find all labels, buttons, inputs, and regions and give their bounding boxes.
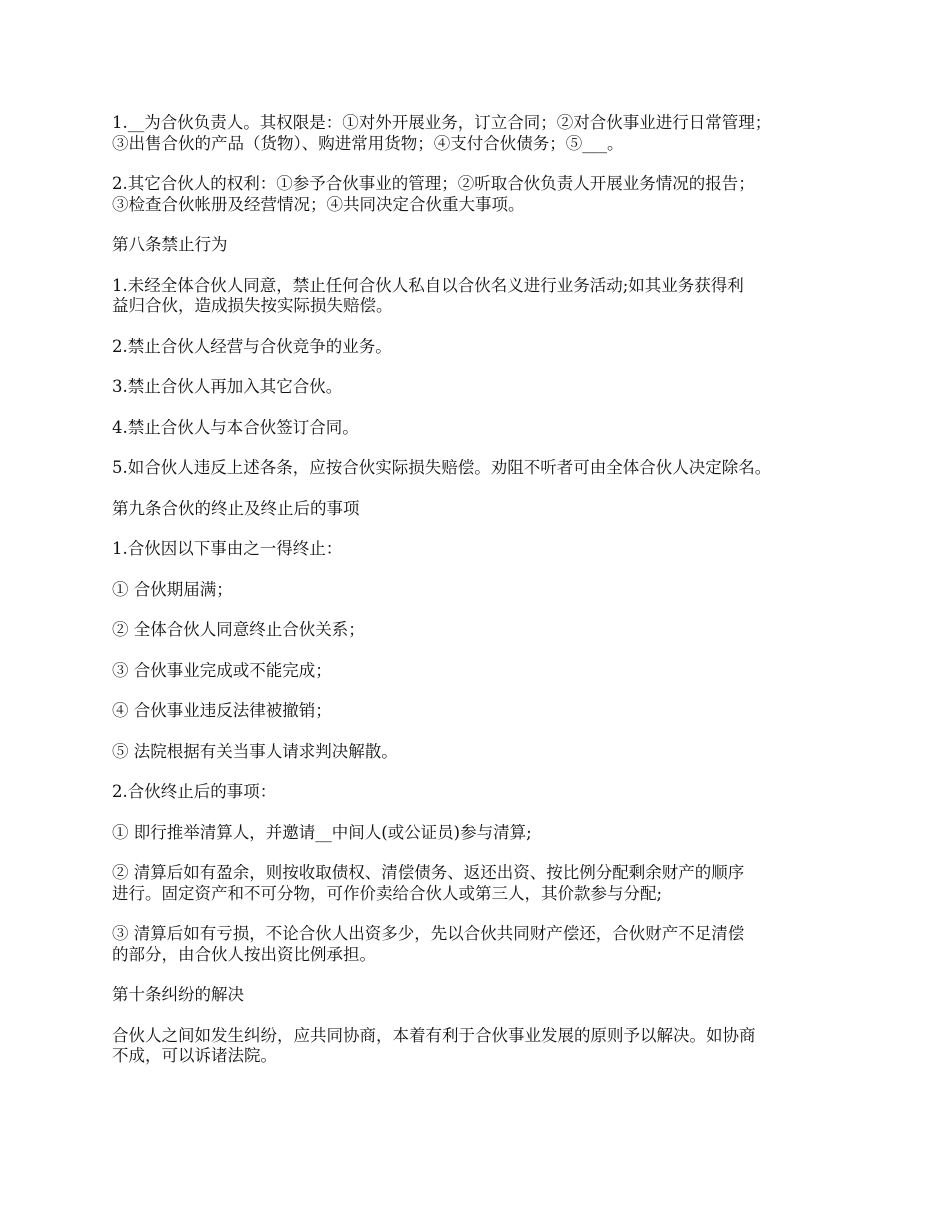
clause-paragraph: 2.合伙终止后的事项： bbox=[112, 782, 277, 801]
article-heading: 第八条禁止行为 bbox=[112, 235, 228, 254]
list-item: ② 全体合伙人同意终止合伙关系； bbox=[112, 620, 365, 639]
list-item: ③ 合伙事业完成或不能完成； bbox=[112, 660, 332, 680]
list-item: ② 清算后如有盈余，则按收取债权、清偿债务、返还出资、按比例分配剩余财产的顺序 进行。固定资产和不可分物，可作价卖给合伙人或第三人，其价款参与分配; bbox=[112, 863, 745, 903]
article-heading: 第十条纠纷的解决 bbox=[112, 985, 244, 1004]
clause-paragraph: 2.其它合伙人的权利：①参予合伙事业的管理；②听取合伙负责人开展业务情况的报告； ③检查合伙帐册及经营情况；④共同决定合伙重大事项。 bbox=[112, 174, 755, 214]
list-item: ④ 合伙事业违反法律被撤销； bbox=[112, 701, 332, 720]
list-item: ① 合伙期届满； bbox=[112, 579, 233, 599]
clause-paragraph: 1.合伙因以下事由之一得终止： bbox=[112, 539, 343, 558]
article-heading: 第九条合伙的终止及终止后的事项 bbox=[112, 498, 360, 518]
list-item: ① 即行推举清算人，并邀请__中间人(或公证员)参与清算; bbox=[112, 822, 532, 842]
clause-paragraph: 1.__为合伙负责人。其权限是：①对外开展业务，订立合同；②对合伙事业进行日常管理； ③出售合伙的产品（货物）、购进常用货物；④支付合伙债务；⑤___。 bbox=[112, 113, 772, 153]
document-body bbox=[112, 113, 852, 1087]
list-item: ⑤ 法院根据有关当事人请求判决解散。 bbox=[112, 741, 398, 761]
list-item: ③ 清算后如有亏损，不论合伙人出资多少，先以合伙共同财产偿还，合伙财产不足清偿 的部分，由合伙人按出资比例承担。 bbox=[112, 924, 745, 964]
clause-paragraph: 5.如合伙人违反上述各条，应按合伙实际损失赔偿。劝阻不听者可由全体合伙人决定除名。 bbox=[112, 458, 772, 477]
clause-paragraph: 合伙人之间如发生纠纷，应共同协商，本着有利于合伙事业发展的原则予以解决。如协商 不成，可以诉诸法院。 bbox=[112, 1025, 756, 1065]
clause-paragraph: 4.禁止合伙人与本合伙签订合同。 bbox=[112, 417, 359, 437]
clause-paragraph: 1.未经全体合伙人同意，禁止任何合伙人私自以合伙名义进行业务活动;如其业务获得利 益归合伙，造成损失按实际损失赔偿。 bbox=[112, 275, 744, 315]
clause-paragraph: 3.禁止合伙人再加入其它合伙。 bbox=[112, 377, 343, 396]
clause-paragraph: 2.禁止合伙人经营与合伙竞争的业务。 bbox=[112, 336, 392, 356]
